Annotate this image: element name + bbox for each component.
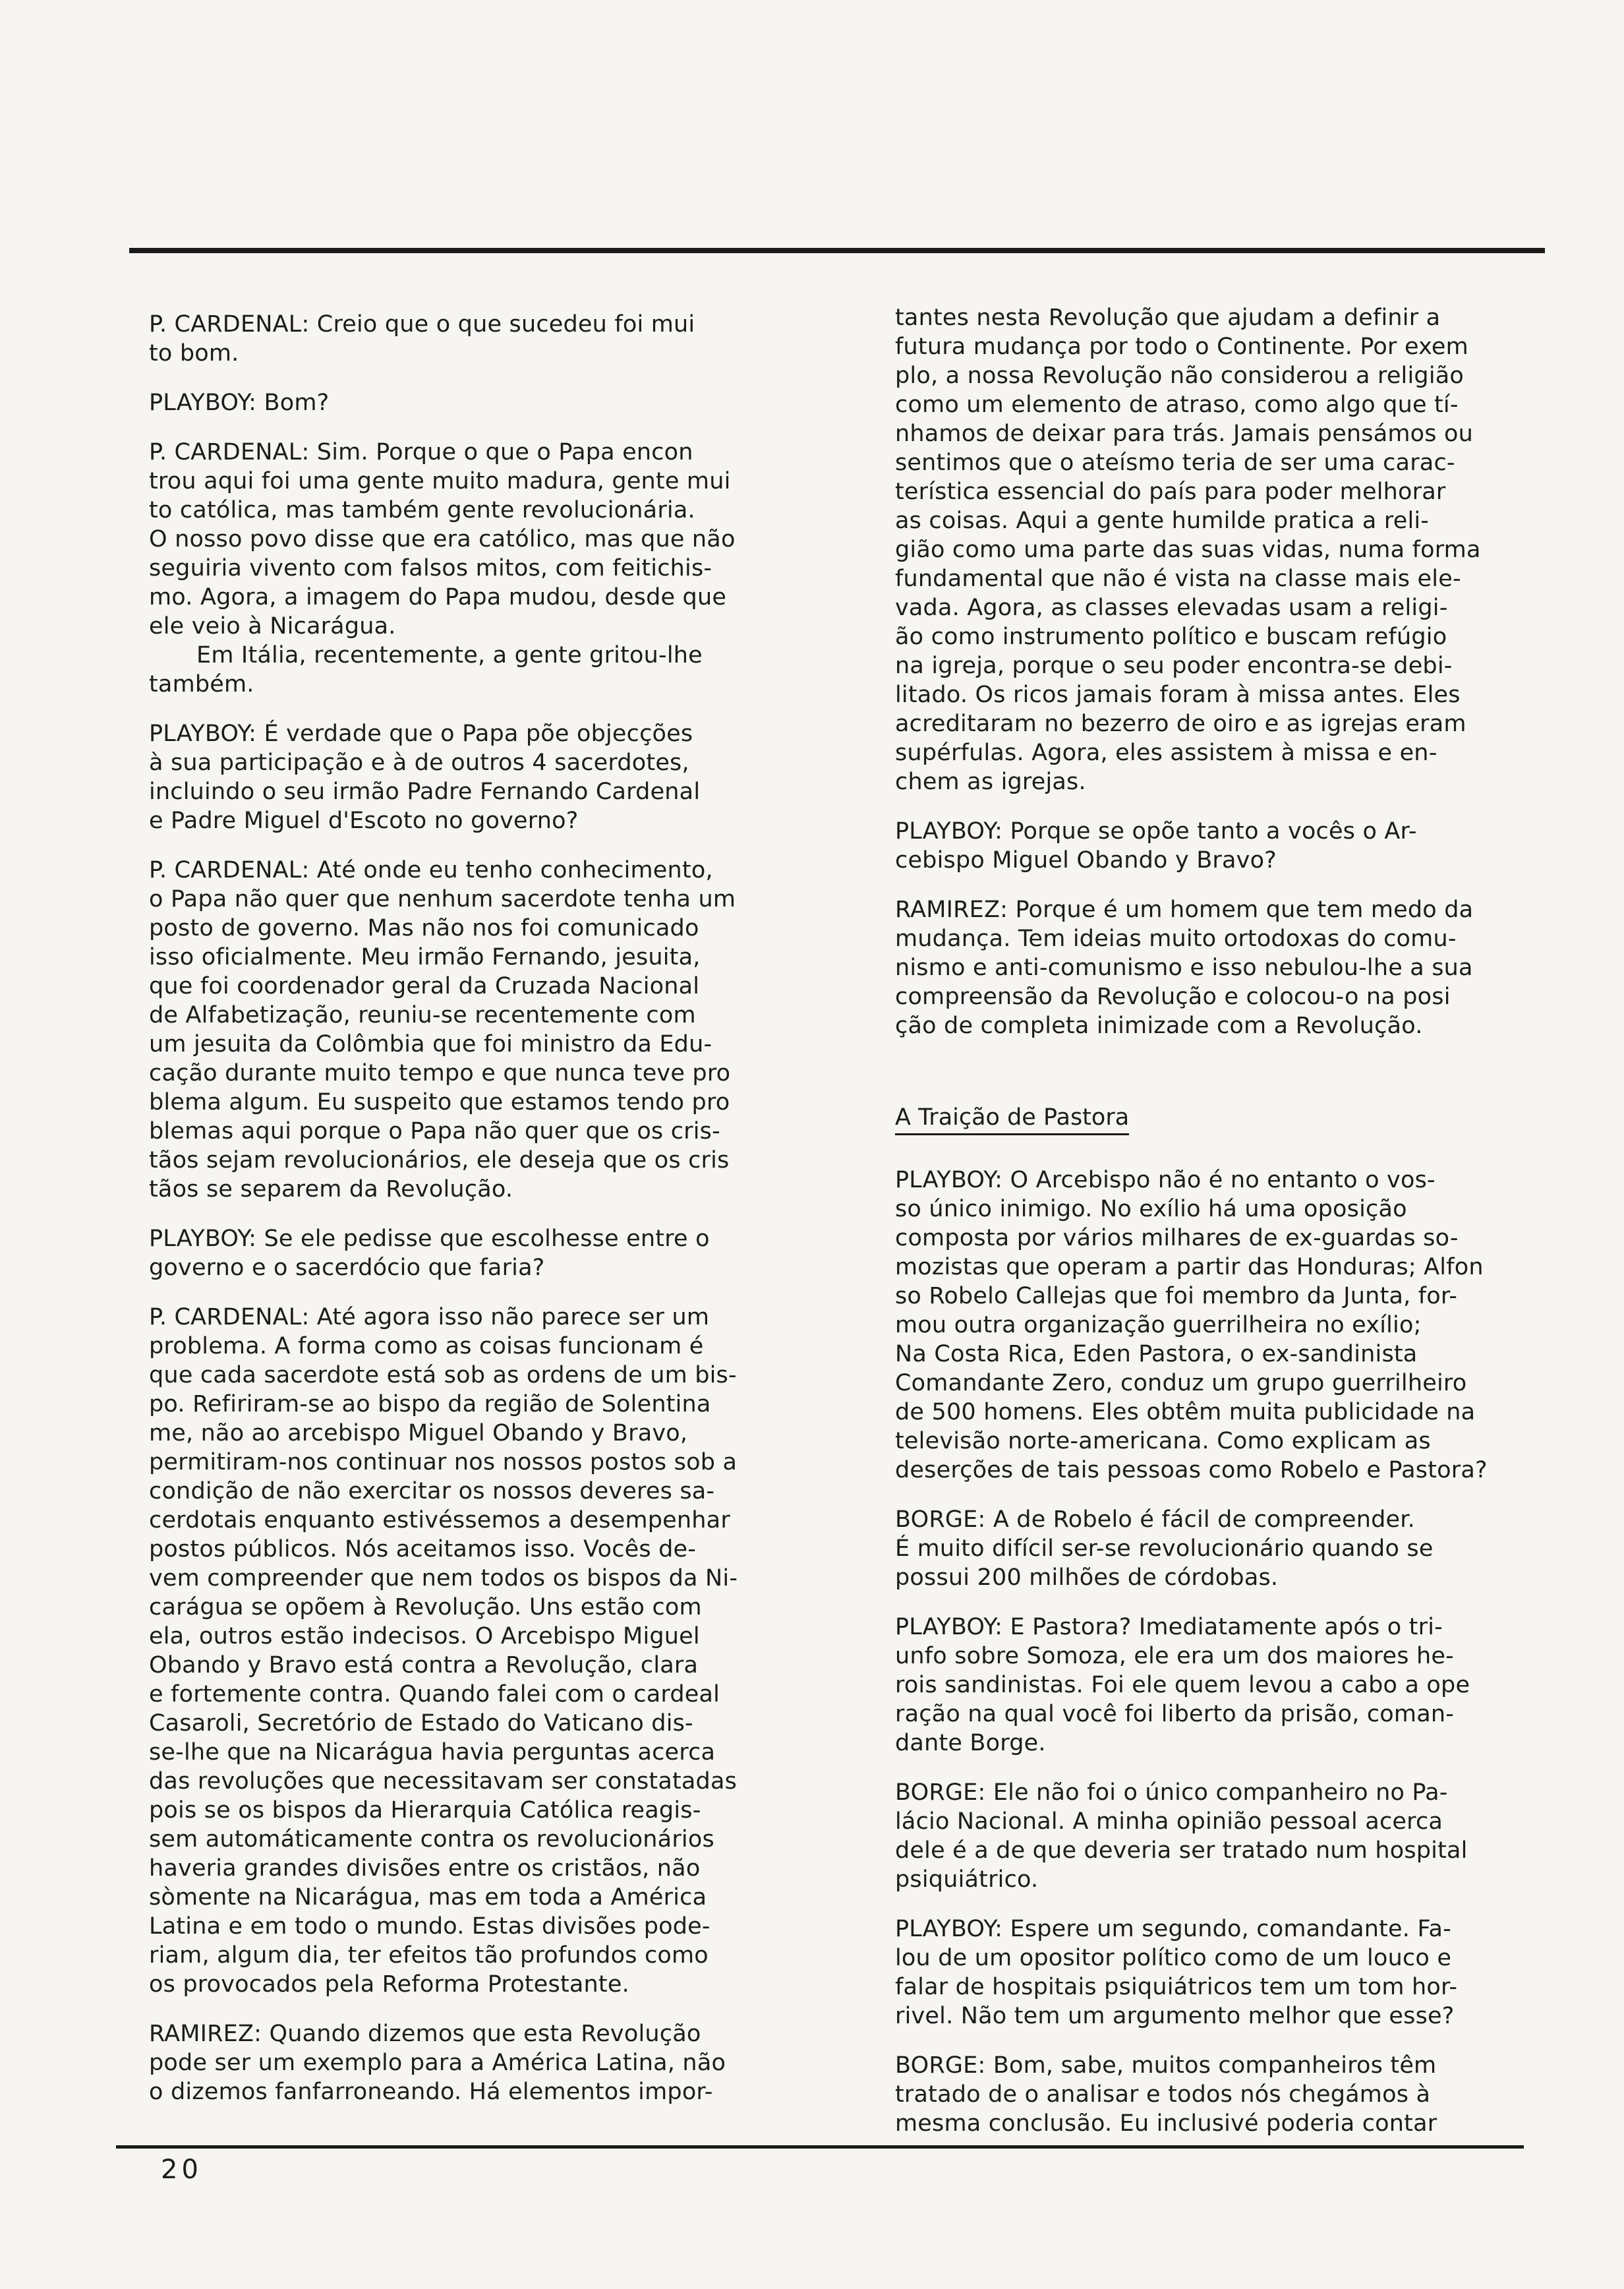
text-line: e Padre Miguel d'Escoto no governo? [149, 808, 579, 834]
text-line: cebispo Miguel Obando y Bravo? [895, 847, 1277, 874]
text-line: mudança. Tem ideias muito ortodoxas do comu- [895, 926, 1457, 952]
paragraph [149, 2019, 782, 2106]
text-line: tãos sejam revolucionários, ele deseja que os cris [149, 1147, 730, 1174]
text-line: as coisas. Aqui a gente humilde pratica a reli- [895, 508, 1430, 534]
text-line: que foi coordenador geral da Cruzada Nacional [149, 973, 700, 999]
text-line: PLAYBOY: Espere um segundo, comandante. Fa- [895, 1916, 1452, 1942]
text-line: de Alfabetização, reuniu-se recentemente com [149, 1002, 696, 1028]
text-line: posto de governo. Mas não nos foi comunicado [149, 915, 699, 941]
right-column [895, 303, 1524, 2158]
text-line: blema algum. Eu suspeito que estamos tendo pro [149, 1089, 730, 1115]
text-line: isso oficialmente. Meu irmão Fernando, jesuita, [149, 944, 701, 970]
text-line: psiquiátrico. [895, 1866, 1039, 1893]
text-line: supérfulas. Agora, eles assistem à missa e en- [895, 740, 1437, 766]
text-line: Obando y Bravo está contra a Revolução, clara [149, 1652, 699, 1679]
text-line: problema. A forma como as coisas funcionam é [149, 1333, 704, 1359]
text-line: pois se os bispos da Hierarquia Católica reagis- [149, 1797, 701, 1824]
text-line: rois sandinistas. Foi ele quem levou a cabo a ope [895, 1672, 1470, 1698]
text-line: BORGE: A de Robelo é fácil de compreender. [895, 1506, 1415, 1533]
text-line: so Robelo Callejas que foi membro da Junta, for- [895, 1283, 1458, 1309]
text-line: PLAYBOY: Porque se opõe tanto a vocês o Ar- [895, 818, 1417, 845]
text-line: to católica, mas também gente revolucionária. [149, 497, 695, 523]
text-line: dante Borge. [895, 1730, 1046, 1756]
paragraph [895, 1505, 1524, 1592]
text-line: P. CARDENAL: Creio que o que sucedeu foi mui [149, 311, 695, 338]
text-line: tãos se separem da Revolução. [149, 1176, 513, 1203]
text-line: to bom. [149, 340, 239, 367]
text-line: rivel. Não tem um argumento melhor que esse? [895, 2003, 1455, 2029]
text-line: po. Refiriram-se ao bispo da região de Solentina [149, 1391, 711, 1417]
text-line: ão como instrumento político e buscam refúgio [895, 624, 1447, 650]
text-line: um jesuita da Colômbia que foi ministro da Edu- [149, 1031, 712, 1057]
paragraph [149, 1224, 782, 1282]
text-line: compreensão da Revolução e colocou-o na posi [895, 984, 1451, 1010]
paragraph [895, 817, 1524, 875]
text-line: unfo sobre Somoza, ele era um dos maiores he- [895, 1643, 1454, 1669]
text-line: de 500 homens. Eles obtêm muita publicidade na [895, 1399, 1476, 1425]
text-line: me, não ao arcebispo Miguel Obando y Bravo, [149, 1420, 688, 1446]
text-line: governo e o sacerdócio que faria? [149, 1255, 545, 1281]
text-line: Latina e em todo o mundo. Estas divisões pode- [149, 1913, 710, 1940]
text-line: blemas aqui porque o Papa não quer que os cris- [149, 1118, 720, 1144]
text-line: se-lhe que na Nicarágua havia perguntas acerca [149, 1739, 716, 1766]
text-line: pode ser um exemplo para a América Latina, não [149, 2050, 726, 2076]
paragraph [895, 303, 1524, 796]
text-line: Comandante Zero, conduz um grupo guerrilheiro [895, 1370, 1467, 1396]
text-line: RAMIREZ: Quando dizemos que esta Revolução [149, 2021, 701, 2047]
paragraph [895, 1778, 1524, 1894]
text-line: cerdotais enquanto estivéssemos a desempenhar [149, 1507, 730, 1533]
text-line: condição de não exercitar os nossos deveres sa- [149, 1478, 715, 1504]
text-line: riam, algum dia, ter efeitos tão profundos como [149, 1942, 709, 1969]
paragraph [149, 641, 782, 699]
text-line: televisão norte-americana. Como explicam as [895, 1428, 1431, 1454]
text-line: e fortemente contra. Quando falei com o cardeal [149, 1681, 720, 1708]
paragraph [149, 310, 782, 368]
paragraph [149, 856, 782, 1204]
text-line: P. CARDENAL: Até onde eu tenho conhecimento, [149, 857, 713, 883]
right-column-top [895, 303, 1524, 1040]
text-line: lácio Nacional. A minha opinião pessoal acerca [895, 1808, 1443, 1835]
text-line: gião como uma parte das suas vidas, numa forma [895, 537, 1481, 563]
text-line: que cada sacerdote está sob as ordens de um bis- [149, 1362, 737, 1388]
text-line: sem automáticamente contra os revolucionários [149, 1826, 714, 1853]
text-line: dele é a de que deveria ser tratado num hospital [895, 1837, 1468, 1864]
text-line: lou de um opositor político como de um louco e [895, 1945, 1452, 1971]
text-line: mo. Agora, a imagem do Papa mudou, desde que [149, 584, 727, 610]
text-line: PLAYBOY: É verdade que o Papa põe objecções [149, 721, 693, 747]
text-line: É muito difícil ser-se revolucionário quando se [895, 1535, 1434, 1562]
text-line: terística essencial do país para poder melhorar [895, 479, 1446, 505]
text-line: tantes nesta Revolução que ajudam a definir a [895, 305, 1441, 331]
section-heading: A Traição de Pastora [895, 1103, 1129, 1135]
text-line: fundamental que não é vista na classe mais ele- [895, 566, 1461, 592]
text-line: vada. Agora, as classes elevadas usam a religi- [895, 595, 1448, 621]
text-line: ele veio à Nicarágua. [149, 613, 396, 639]
paragraph [149, 719, 782, 835]
paragraph [149, 438, 782, 641]
text-line: nhamos de deixar para trás. Jamais pensámos ou [895, 421, 1474, 447]
text-line: das revoluções que necessitavam ser constatadas [149, 1768, 738, 1795]
text-line: so único inimigo. No exílio há uma oposição [895, 1196, 1407, 1222]
text-line: litado. Os ricos jamais foram à missa antes. Eles [895, 682, 1461, 708]
text-line: ração na qual você foi liberto da prisão, coman- [895, 1701, 1455, 1727]
text-line: futura mudança por todo o Continente. Por exem [895, 334, 1468, 360]
page-number: 20 [161, 2155, 202, 2185]
text-line: mozistas que operam a partir das Honduras; Alfon [895, 1254, 1484, 1280]
text-line: P. CARDENAL: Até agora isso não parece ser um [149, 1304, 710, 1330]
text-line: RAMIREZ: Porque é um homem que tem medo da [895, 897, 1474, 923]
text-line: haveria grandes divisões entre os cristãos, não [149, 1855, 701, 1882]
text-line: sòmente na Nicarágua, mas em toda a América [149, 1884, 707, 1911]
text-line: seguiria vivento com falsos mitos, com feitichis- [149, 555, 712, 581]
text-line: possui 200 milhões de córdobas. [895, 1564, 1279, 1591]
paragraph [895, 1166, 1524, 1485]
text-line: Na Costa Rica, Eden Pastora, o ex-sandinista [895, 1341, 1418, 1367]
paragraph [895, 1915, 1524, 2031]
paragraph [895, 895, 1524, 1040]
text-line: composta por vários milhares de ex-guardas so- [895, 1225, 1459, 1251]
text-line: falar de hospitais psiquiátricos tem um tom hor- [895, 1974, 1458, 2000]
text-line: sentimos que o ateísmo teria de ser uma carac- [895, 450, 1455, 476]
text-line: vem compreender que nem todos os bispos da Ni- [149, 1565, 738, 1591]
text-line: permitiram-nos continuar nos nossos postos sob a [149, 1449, 738, 1475]
text-line: Em Itália, recentemente, a gente gritou-lhe [196, 642, 703, 669]
text-line: o Papa não quer que nenhum sacerdote tenha um [149, 886, 736, 912]
text-line: PLAYBOY: Se ele pedisse que escolhesse entre o [149, 1226, 710, 1252]
text-line: como um elemento de atraso, como algo que tí- [895, 392, 1459, 418]
text-line: P. CARDENAL: Sim. Porque o que o Papa encon [149, 439, 693, 465]
text-line: ção de completa inimizade com a Revolução. [895, 1013, 1423, 1039]
text-line: PLAYBOY: O Arcebispo não é no entanto o vos- [895, 1167, 1436, 1193]
text-line: BORGE: Bom, sabe, muitos companheiros têm [895, 2052, 1437, 2079]
text-line: à sua participação e à de outros 4 sacerdotes, [149, 750, 689, 776]
text-line: mou outra organização guerrilheira no exílio; [895, 1312, 1422, 1338]
text-line: BORGE: Ele não foi o único companheiro no Pa- [895, 1779, 1448, 1806]
paragraph [895, 2051, 1524, 2138]
text-line: Casaroli, Secretório de Estado do Vaticano dis- [149, 1710, 693, 1737]
top-rule [129, 248, 1545, 253]
text-line: deserções de tais pessoas como Robelo e Pastora? [895, 1457, 1488, 1483]
text-line: mesma conclusão. Eu inclusivé poderia contar [895, 2110, 1437, 2137]
text-line: O nosso povo disse que era católico, mas que não [149, 526, 736, 552]
text-line: postos públicos. Nós aceitamos isso. Vocês de- [149, 1536, 697, 1562]
text-line: na igreja, porque o seu poder encontra-se debi- [895, 653, 1453, 679]
paragraph [895, 1613, 1524, 1758]
right-column-bottom [895, 1166, 1524, 2138]
bottom-rule [116, 2145, 1524, 2149]
paragraph [149, 1303, 782, 1999]
text-line: PLAYBOY: E Pastora? Imediatamente após o tri- [895, 1614, 1443, 1640]
text-line: nismo e anti-comunismo e isso nebulou-lhe a sua [895, 955, 1473, 981]
text-line: plo, a nossa Revolução não considerou a religião [895, 363, 1464, 389]
text-line: chem as igrejas. [895, 769, 1086, 795]
text-line: trou aqui foi uma gente muito madura, gente mui [149, 468, 731, 494]
text-line: incluindo o seu irmão Padre Fernando Cardenal [149, 779, 701, 805]
text-line: carágua se opõem à Revolução. Uns estão com [149, 1594, 702, 1620]
text-line: o dizemos fanfarroneando. Há elementos impor- [149, 2079, 713, 2105]
text-line: os provocados pela Reforma Protestante. [149, 1971, 629, 1998]
left-column [149, 310, 782, 2127]
text-line: cação durante muito tempo e que nunca teve pro [149, 1060, 731, 1086]
text-line: PLAYBOY: Bom? [149, 390, 330, 416]
text-line: acreditaram no bezerro de oiro e as igrejas eram [895, 711, 1466, 737]
text-line: ela, outros estão indecisos. O Arcebispo Miguel [149, 1623, 700, 1650]
text-line: tratado de o analisar e todos nós chegámos à [895, 2081, 1431, 2108]
text-line: também. [149, 671, 254, 698]
paragraph [149, 388, 782, 417]
